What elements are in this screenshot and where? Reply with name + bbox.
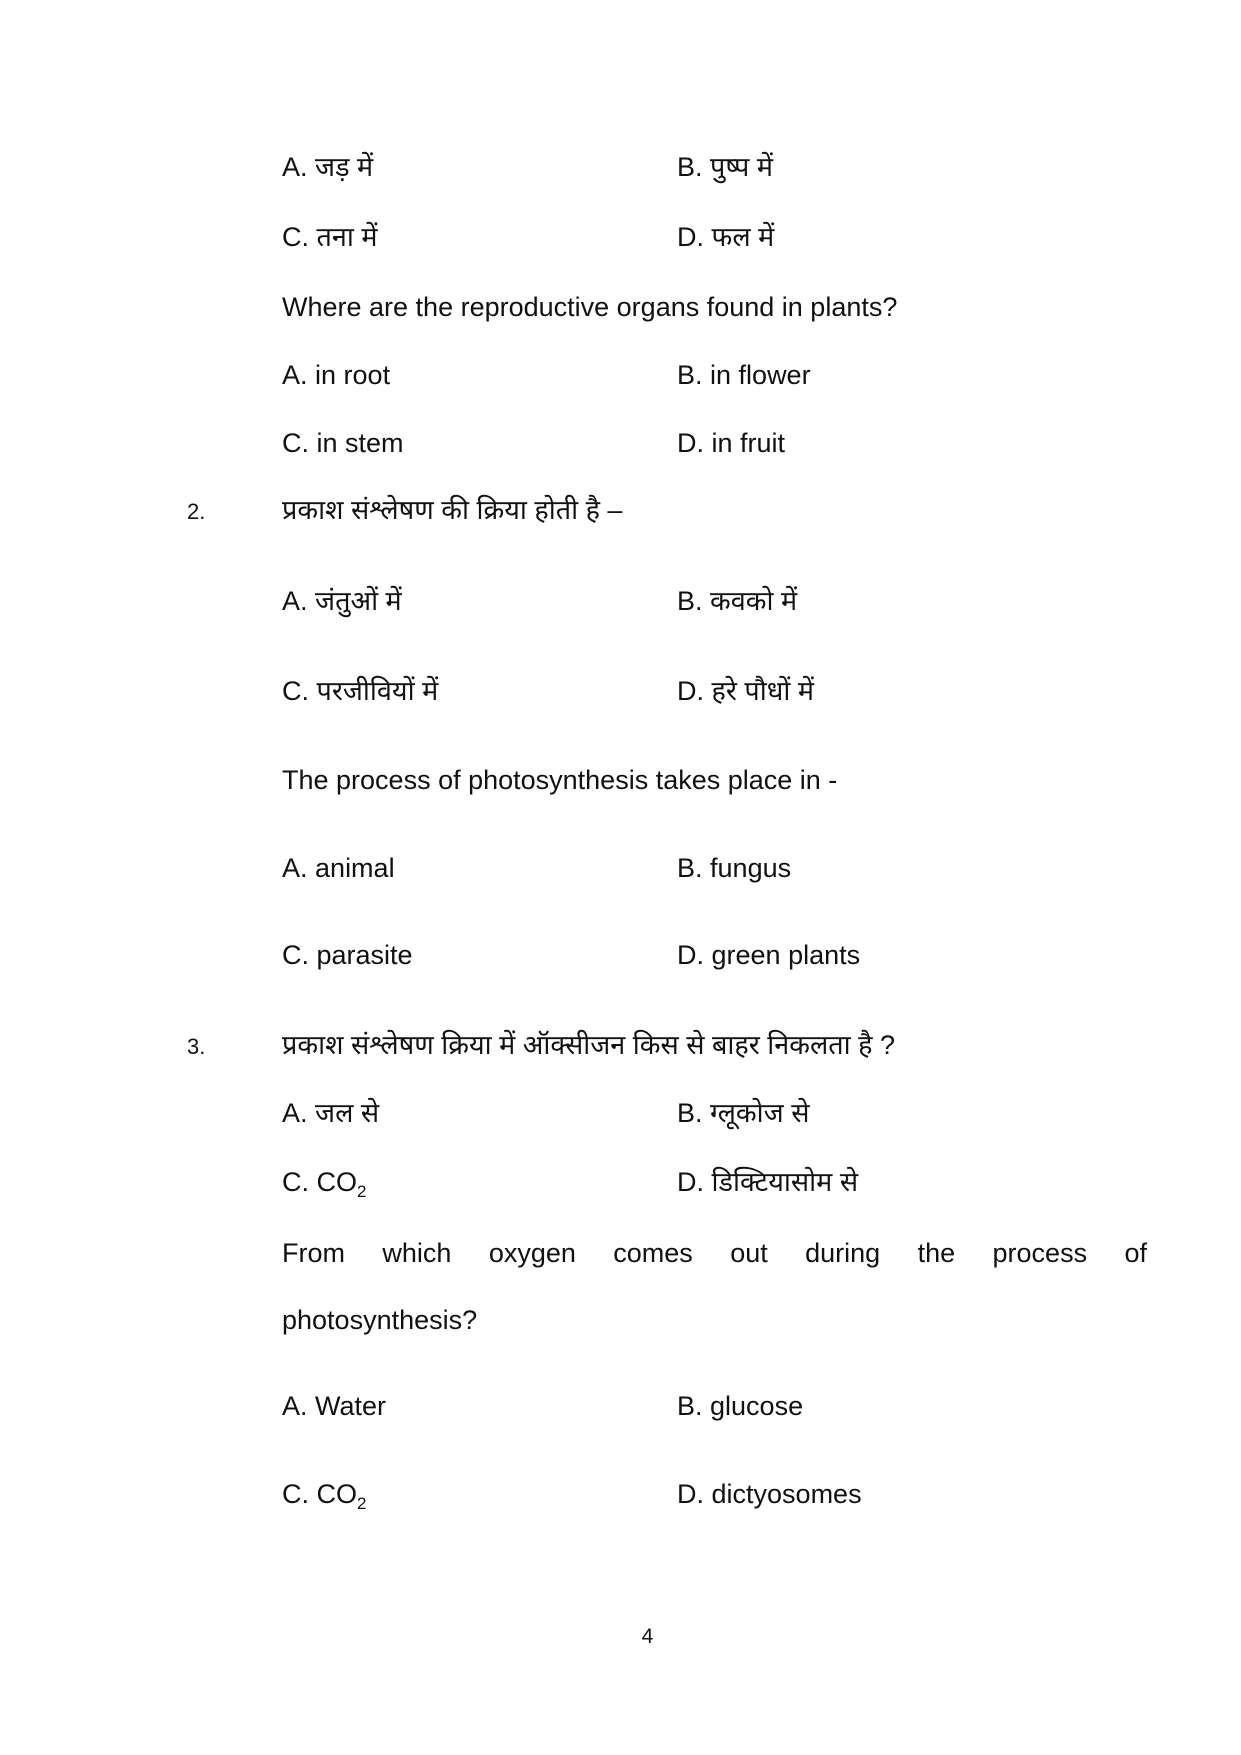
q1-hindi-option-b: B. पुष्प में (677, 152, 774, 182)
q3-english-question-line1: From which oxygen comes out during the process of (282, 1238, 1147, 1268)
q3-english-option-a: A. Water (282, 1391, 387, 1421)
q2-english-option-d: D. green plants (677, 940, 861, 970)
q3-hindi-option-a: A. जल से (282, 1098, 380, 1128)
q2-hindi-option-d: D. हरे पौधों में (677, 676, 814, 706)
q1-english-option-c: C. in stem (282, 428, 404, 458)
q2-english-option-a: A. animal (282, 853, 395, 883)
q2-number: 2. (187, 499, 206, 524)
subscript: 2 (357, 1182, 367, 1201)
q2-english-option-b: B. fungus (677, 853, 792, 883)
q3-hindi-question: प्रकाश संश्लेषण क्रिया में ऑक्सीजन किस से बाहर निकलता है ? (282, 1030, 896, 1060)
q3-english-question-line2: photosynthesis? (282, 1305, 478, 1335)
q2-english-option-c: C. parasite (282, 940, 413, 970)
q1-hindi-option-d: D. फल में (677, 222, 775, 252)
q3-hindi-option-b: B. ग्लूकोज से (677, 1098, 810, 1128)
q2-hindi-option-c: C. परजीवियों में (282, 676, 439, 706)
page-number: 4 (641, 1625, 654, 1648)
q1-english-option-d: D. in fruit (677, 428, 786, 458)
q1-english-option-b: B. in flower (677, 360, 811, 390)
q3-hindi-option-d: D. डिक्टियासोम से (677, 1167, 859, 1197)
q3-english-option-c: C. $CO_2$ (282, 1479, 367, 1513)
q3-number: 3. (187, 1034, 206, 1059)
q2-hindi-option-a: A. जंतुओं में (282, 586, 402, 616)
q3-hindi-option-c: C. $CO_2$ (282, 1167, 367, 1201)
q3-english-option-d: D. dictyosomes (677, 1479, 862, 1509)
q2-hindi-option-b: B. कवको में (677, 586, 798, 616)
q3-english-option-b: B. glucose (677, 1391, 804, 1421)
subscript: 2 (357, 1494, 367, 1513)
q1-hindi-option-c: C. तना में (282, 222, 378, 252)
q2-english-question: The process of photosynthesis takes place in - (282, 765, 838, 795)
q2-hindi-question: प्रकाश संश्लेषण की क्रिया होती है – (282, 495, 623, 525)
q1-english-question: Where are the reproductive organs found in plants? (282, 292, 898, 322)
q1-english-option-a: A. in root (282, 360, 391, 390)
q1-hindi-option-a: A. जड़ में (282, 152, 374, 182)
